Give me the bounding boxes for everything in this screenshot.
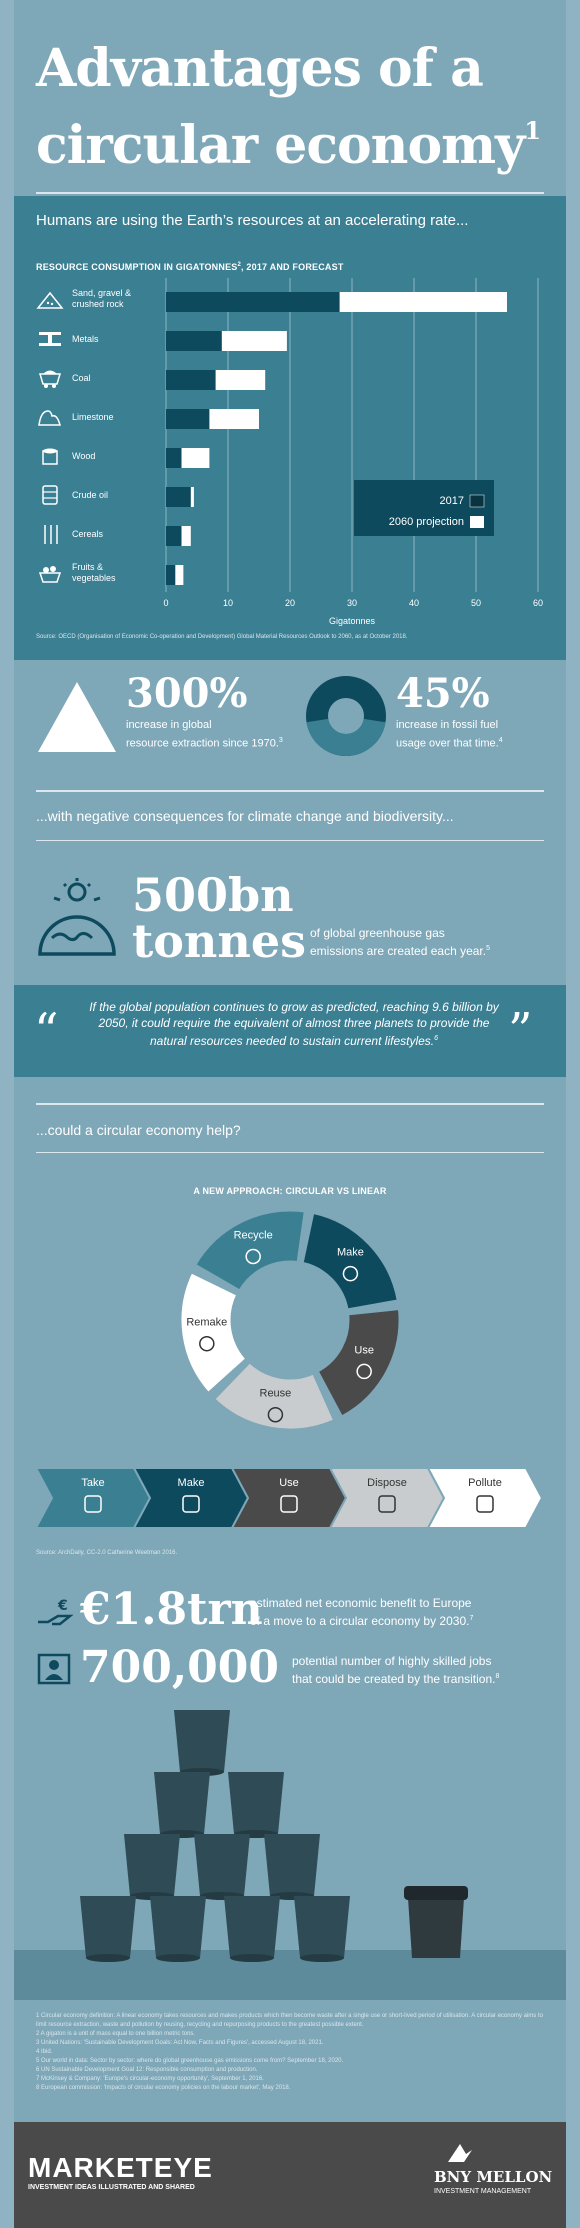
jobs-caption xyxy=(292,1654,499,1687)
bar-2017-0 xyxy=(166,292,340,312)
page-title xyxy=(36,38,546,177)
bar-2017-5 xyxy=(166,487,191,507)
cup-base xyxy=(156,1954,200,1962)
row-label-limestone: Limestone xyxy=(72,412,114,422)
emissions-line-2 xyxy=(310,941,490,959)
coffee-cups-image xyxy=(14,1700,566,2000)
cycle-label-reuse: Reuse xyxy=(259,1387,292,1400)
benefit-line-1: estimated net economic benefit to Europe xyxy=(250,1596,472,1610)
title-footnote-mark: 1 xyxy=(524,116,541,145)
emissions-value xyxy=(132,868,306,968)
title-line-2-text: circular economy xyxy=(36,115,525,176)
worker-id-icon xyxy=(36,1652,72,1686)
divider xyxy=(36,1103,544,1105)
cup-base xyxy=(86,1954,130,1962)
stat-300-sup: 3 xyxy=(278,737,283,744)
linear-label-take: Take xyxy=(81,1477,105,1489)
reusable-cup xyxy=(408,1898,464,1958)
resource-bar-chart xyxy=(14,270,566,630)
chart-source: Source: OECD (Organisation of Economic Co-operation and Development) Global Material Resources Outlook to 2060, as at October 2018. xyxy=(36,634,408,640)
row-label-wood: Wood xyxy=(72,451,96,461)
paper-cup xyxy=(124,1834,180,1896)
linear-label-make: Make xyxy=(177,1477,205,1489)
row-label-metals: Metals xyxy=(72,334,99,344)
footer xyxy=(14,2122,566,2228)
bny-mellon-tagline: INVESTMENT MANAGEMENT xyxy=(434,2188,532,2195)
chart-legend xyxy=(354,480,494,536)
quote-sup: 6 xyxy=(434,1035,439,1042)
linear-label-use: Use xyxy=(279,1477,299,1489)
chart-heading-sup: 2 xyxy=(237,262,242,268)
title-line-2 xyxy=(36,100,546,177)
chart-heading-tail: , 2017 AND FORECAST xyxy=(241,262,344,272)
footnote-1: 1 Circular economy definition: A linear economy takes resources and makes products which then become waste after a single use or short-lived period of utilisation. A circular economy aims to limit resource extraction, waste and pollution by reusing, recycling and repurposing products to the greatest possible extent. xyxy=(36,2013,543,2028)
triangle-icon xyxy=(36,680,118,754)
stat-300-caption xyxy=(126,718,283,752)
jobs-value: 700,000 xyxy=(80,1642,280,1693)
divider xyxy=(36,192,544,194)
bar-2017-2 xyxy=(166,370,216,390)
bar-2017-3 xyxy=(166,409,209,429)
footnote-8: 8 European commission: 'Impacts of circular economy policies on the labour market', May 2018. xyxy=(36,2085,291,2091)
footnote-5: 5 Our world in data: Sector by sector: where do global greenhouse gas emissions come from? September 18, 2020. xyxy=(36,2058,344,2064)
open-quote-icon: “ xyxy=(34,1003,59,1059)
section-3-heading: ...could a circular economy help? xyxy=(36,1122,241,1138)
circular-heading: A NEW APPROACH: CIRCULAR VS LINEAR xyxy=(193,1186,387,1196)
stat-45-caption xyxy=(396,718,503,752)
circular-economy-diagram xyxy=(170,1200,410,1440)
linear-label-dispose: Dispose xyxy=(367,1477,407,1489)
bar-2017-1 xyxy=(166,331,222,351)
section-2-heading: ...with negative consequences for climate change and biodiversity... xyxy=(36,808,454,824)
stat-45-line-2-text: usage over that time. xyxy=(396,737,499,750)
stat-300-line-2 xyxy=(126,733,283,752)
hand-euro-icon xyxy=(36,1596,76,1632)
benefit-sup: 7 xyxy=(469,1615,474,1622)
x-tick-label: 20 xyxy=(284,598,296,608)
x-tick-label: 0 xyxy=(163,598,169,608)
linear-economy-diagram xyxy=(36,1466,546,1530)
paper-cup xyxy=(154,1772,210,1834)
paper-cup xyxy=(224,1896,280,1958)
row-label-fruits: Fruits & vegetables xyxy=(72,562,116,583)
title-line-1: Advantages of a xyxy=(36,38,483,99)
x-tick-label: 40 xyxy=(408,598,420,608)
emissions-line-2-text: emissions are created each year. xyxy=(310,944,487,958)
footnotes xyxy=(36,2012,546,2093)
jobs-line-2 xyxy=(292,1669,499,1687)
x-tick-label: 10 xyxy=(222,598,234,608)
stat-300-line-1: increase in global xyxy=(126,719,212,731)
earth-sun-icon xyxy=(34,878,120,958)
stat-45-line-2 xyxy=(396,733,503,752)
paper-cup xyxy=(150,1896,206,1958)
reusable-cup-lid xyxy=(404,1886,468,1900)
linear-label-pollute: Pollute xyxy=(468,1477,502,1489)
divider xyxy=(36,790,544,792)
close-quote-icon: ” xyxy=(508,1003,533,1059)
paper-cup xyxy=(228,1772,284,1834)
divider xyxy=(36,840,544,841)
footnote-4: 4 Ibid. xyxy=(36,2049,53,2055)
legend-label-2017: 2017 xyxy=(439,495,464,507)
paper-cup xyxy=(264,1834,320,1896)
footnote-2: 2 A gigaton is a unit of mass equal to one billion metric tons. xyxy=(36,2031,196,2037)
x-tick-label: 60 xyxy=(532,598,544,608)
donut-chart-icon xyxy=(306,676,386,756)
row-label-crude-oil: Crude oil xyxy=(72,490,109,500)
x-tick-label: 30 xyxy=(346,598,358,608)
jobs-sup: 8 xyxy=(495,1673,500,1680)
marketeye-tagline: INVESTMENT IDEAS ILLUSTRATED AND SHARED xyxy=(28,2184,195,2191)
row-label-coal: Coal xyxy=(72,373,91,383)
cycle-label-use: Use xyxy=(354,1344,374,1357)
legend-swatch-2060 xyxy=(470,516,484,528)
quote-text xyxy=(84,999,504,1049)
emissions-value-line-2: tonnes xyxy=(132,914,306,968)
x-axis-label: Gigatonnes xyxy=(328,616,376,626)
cycle-segment-use xyxy=(317,1309,400,1418)
marketeye-logo: MARKETEYE xyxy=(28,2152,213,2183)
bar-2017-6 xyxy=(166,526,182,546)
paper-cup xyxy=(194,1834,250,1896)
infographic-page xyxy=(14,0,566,2228)
circular-source: Source: ArchDaily, CC-2.0 Catherine Weetman 2016. xyxy=(36,1550,178,1556)
row-label-sand: Sand, gravel & crushed rock xyxy=(72,288,132,309)
benefit-value: €1.8trn xyxy=(80,1584,263,1635)
emissions-value-line-1: 500bn xyxy=(132,868,294,922)
footnote-6: 6 UN Sustainable Development Goal 12: Responsible consumption and production. xyxy=(36,2067,258,2073)
paper-cup xyxy=(294,1896,350,1958)
legend-swatch-2017 xyxy=(470,495,484,507)
emissions-line-1: of global greenhouse gas xyxy=(310,926,445,940)
footnote-3: 3 United Nations: 'Sustainable Development Goals: Act Now, Facts and Figures', accessed August 18, 2021. xyxy=(36,2040,324,2046)
stat-300-value: 300% xyxy=(126,670,248,717)
section-1-heading: Humans are using the Earth’s resources at an accelerating rate... xyxy=(36,212,469,229)
stat-45-value: 45% xyxy=(396,670,490,717)
x-tick-label: 50 xyxy=(470,598,482,608)
chart-heading-text: RESOURCE CONSUMPTION IN GIGATONNES xyxy=(36,262,238,272)
emissions-sup: 5 xyxy=(486,945,490,952)
cup-base xyxy=(300,1954,344,1962)
stat-300-line-2-text: resource extraction since 1970. xyxy=(126,737,279,750)
cup-base xyxy=(230,1954,274,1962)
quote-body: If the global population continues to grow as predicted, reaching 9.6 billion by 2050, it could require the equivalent of almost three planets to provide the natural resources needed to sustain current lifestyles. xyxy=(89,1000,499,1048)
legend-label-2060: 2060 projection xyxy=(388,516,464,528)
bar-2017-4 xyxy=(166,448,182,468)
cycle-label-remake: Remake xyxy=(186,1316,228,1329)
paper-cup xyxy=(174,1710,230,1772)
benefit-line-2 xyxy=(250,1611,473,1629)
row-label-cereals: Cereals xyxy=(72,529,104,539)
cycle-label-make: Make xyxy=(336,1246,364,1259)
quote-box xyxy=(14,985,566,1077)
bny-mellon-logo: BNY MELLON xyxy=(434,2168,553,2186)
emissions-caption xyxy=(310,926,490,959)
footnote-7: 7 McKinsey & Company: 'Europe's circular-economy opportunity', September 1, 2016. xyxy=(36,2076,264,2082)
paper-cup xyxy=(80,1896,136,1958)
stat-45-line-1: increase in fossil fuel xyxy=(396,719,499,731)
bny-mellon-logo-icon xyxy=(446,2142,474,2164)
jobs-line-1: potential number of highly skilled jobs xyxy=(292,1654,492,1668)
bar-2017-7 xyxy=(166,565,175,585)
cycle-segment-make xyxy=(302,1212,398,1310)
svg-text:€: € xyxy=(58,1598,68,1614)
stat-45-sup: 4 xyxy=(498,737,503,744)
benefit-line-2-text: of a move to a circular economy by 2030. xyxy=(250,1614,470,1628)
benefit-caption xyxy=(250,1596,473,1629)
jobs-line-2-text: that could be created by the transition. xyxy=(292,1672,496,1686)
divider xyxy=(36,1152,544,1153)
cycle-label-recycle: Recycle xyxy=(233,1229,273,1242)
donut-segment xyxy=(317,721,374,745)
